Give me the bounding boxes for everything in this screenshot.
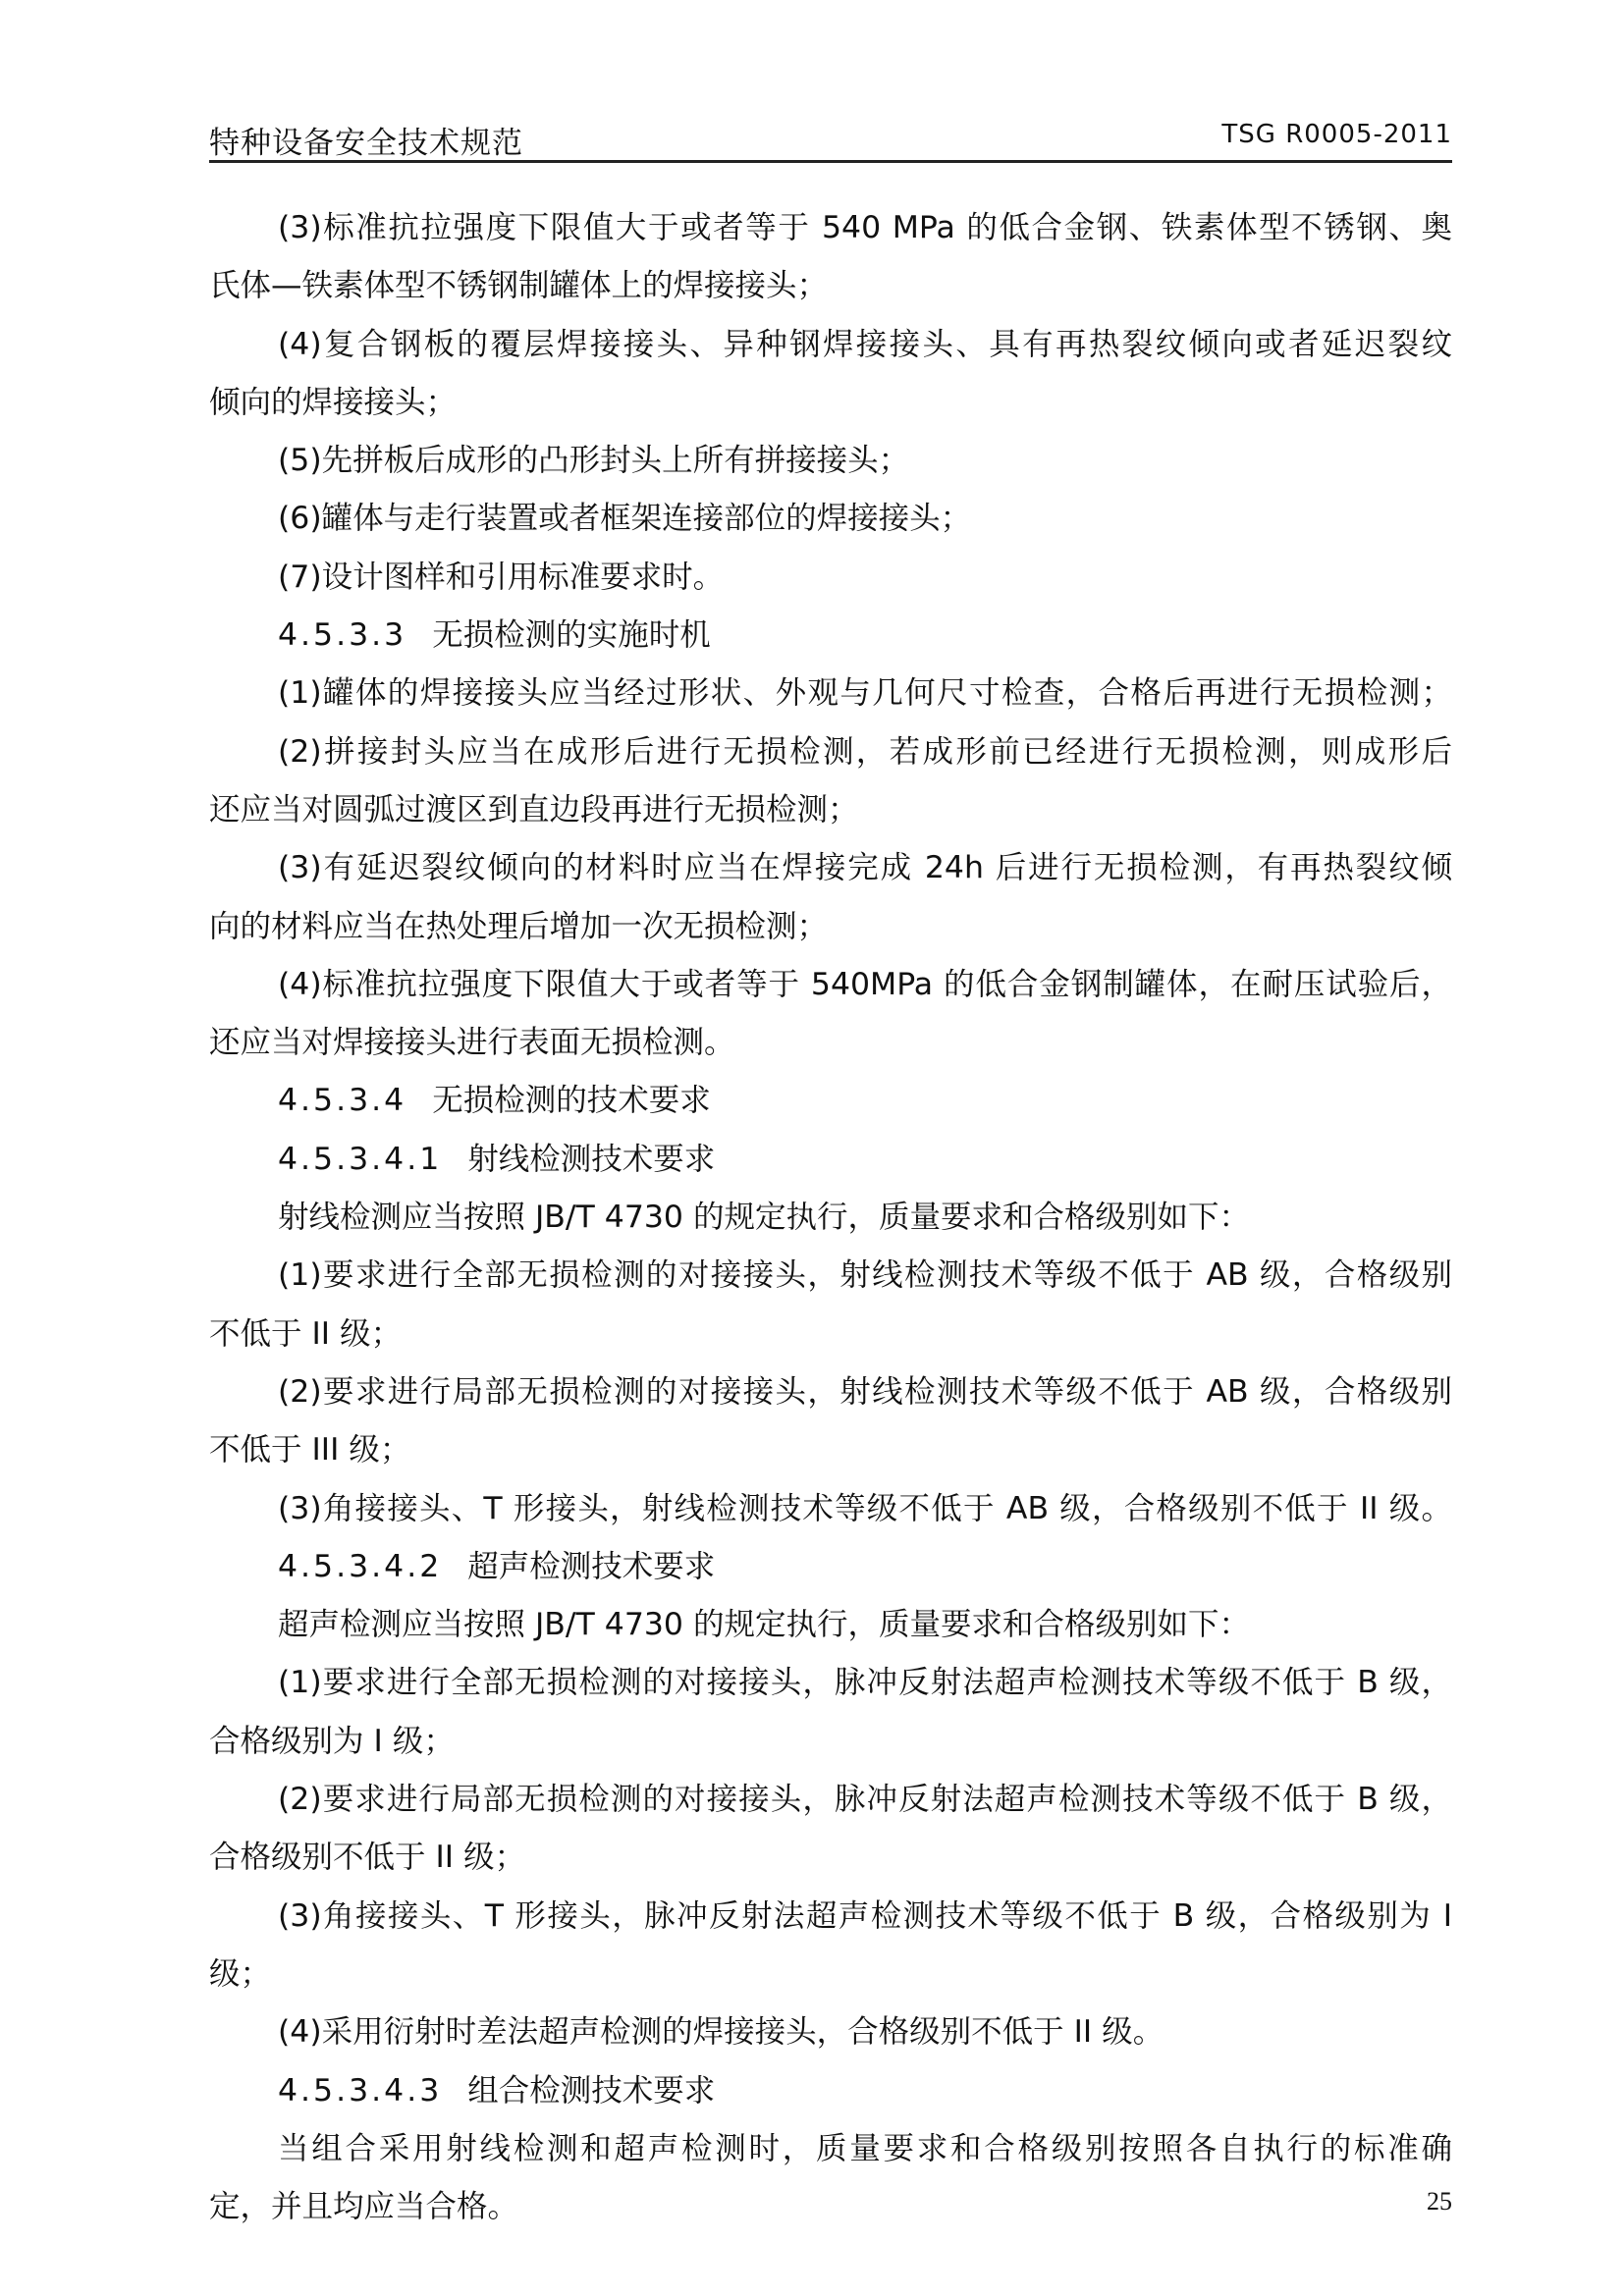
paragraph-line: (3)有延迟裂纹倾向的材料时应当在焊接完成 24h 后进行无损检测，有再热裂纹倾 — [278, 850, 1452, 886]
paragraph-line: (3)角接接头、T 形接头，脉冲反射法超声检测技术等级不低于 B 级，合格级别为 I — [278, 1897, 1452, 1934]
section-number: 4.5.3.4 — [278, 1083, 407, 1119]
page-number: 25 — [1427, 2187, 1452, 2216]
paragraph-line: 氏体—铁素体型不锈钢制罐体上的焊接接头； — [209, 268, 829, 304]
paragraph-line: 当组合采用射线检测和超声检测时，质量要求和合格级别按照各自执行的标准确 — [278, 2130, 1452, 2166]
paragraph-line: (3)角接接头、T 形接头，射线检测技术等级不低于 AB 级，合格级别不低于 II 级。 — [278, 1490, 1452, 1526]
paragraph-line: 合格级别不低于 II 级； — [209, 1840, 526, 1876]
paragraph-line: 还应当对圆弧过渡区到直边段再进行无损检测； — [209, 791, 859, 828]
section-title: 无损检测的实施时机 — [432, 617, 711, 654]
section-heading — [209, 607, 1452, 665]
paragraph-line: 不低于 III 级； — [209, 1432, 411, 1468]
header-title: 特种设备安全技术规范 — [209, 126, 523, 161]
section-number: 4.5.3.4.3 — [278, 2072, 443, 2109]
page-header — [209, 118, 1452, 161]
paragraph-line: (1)要求进行全部无损检测的对接接头，脉冲反射法超声检测技术等级不低于 B 级， — [278, 1665, 1452, 1701]
section-heading — [209, 1072, 1452, 1130]
paragraph-line: (4)采用衍射时差法超声检测的焊接接头，合格级别不低于 II 级。 — [278, 2014, 1164, 2051]
paragraph-line: 倾向的焊接接头； — [209, 384, 458, 420]
header-rule — [209, 160, 1452, 163]
section-title: 无损检测的技术要求 — [432, 1083, 711, 1119]
paragraph-line: (4)复合钢板的覆层焊接接头、异种钢焊接接头、具有再热裂纹倾向或者延迟裂纹 — [278, 326, 1452, 362]
section-title: 组合检测技术要求 — [467, 2072, 716, 2109]
document-body — [209, 199, 1452, 2236]
paragraph-line: 向的材料应当在热处理后增加一次无损检测； — [209, 908, 829, 944]
paragraph-line: (2)要求进行局部无损检测的对接接头，射线检测技术等级不低于 AB 级，合格级别 — [278, 1373, 1452, 1410]
paragraph-line: (2)要求进行局部无损检测的对接接头，脉冲反射法超声检测技术等级不低于 B 级， — [278, 1782, 1452, 1818]
paragraph-line: 射线检测应当按照 JB/T 4730 的规定执行，质量要求和合格级别如下： — [278, 1200, 1250, 1236]
paragraph-line: (6)罐体与走行装置或者框架连接部位的焊接接头； — [278, 501, 972, 537]
header-code: TSG R0005-2011 — [1221, 120, 1452, 149]
section-number: 4.5.3.4.1 — [278, 1141, 443, 1177]
paragraph-line: (3)标准抗拉强度下限值大于或者等于 540 MPa 的低合金钢、铁素体型不锈钢、奥 — [278, 210, 1452, 245]
section-number: 4.5.3.3 — [278, 617, 407, 654]
section-heading — [209, 1538, 1452, 1596]
paragraph-line: (1)罐体的焊接接头应当经过形状、外观与几何尺寸检查，合格后再进行无损检测； — [278, 675, 1452, 712]
section-number: 4.5.3.4.2 — [278, 1548, 443, 1584]
paragraph-line: 超声检测应当按照 JB/T 4730 的规定执行，质量要求和合格级别如下： — [278, 1607, 1250, 1643]
paragraph-line: 不低于 II 级； — [209, 1315, 403, 1352]
section-heading — [209, 2062, 1452, 2120]
section-heading — [209, 1131, 1452, 1189]
paragraph-line: 定，并且均应当合格。 — [209, 2189, 519, 2225]
paragraph-line: (5)先拼板后成形的凸形封头上所有拼接接头； — [278, 443, 910, 479]
paragraph-line: (4)标准抗拉强度下限值大于或者等于 540MPa 的低合金钢制罐体，在耐压试验后， — [278, 966, 1452, 1002]
paragraph-line: (1)要求进行全部无损检测的对接接头，射线检测技术等级不低于 AB 级，合格级别 — [278, 1257, 1452, 1294]
section-title: 超声检测技术要求 — [467, 1548, 716, 1584]
paragraph-line: 级； — [209, 1955, 272, 1992]
paragraph-line: (7)设计图样和引用标准要求时。 — [278, 559, 725, 595]
paragraph-line: 合格级别为 I 级； — [209, 1723, 455, 1759]
section-title: 射线检测技术要求 — [467, 1141, 716, 1177]
paragraph-line: 还应当对焊接接头进行表面无损检测。 — [209, 1025, 735, 1061]
paragraph-line: (2)拼接封头应当在成形后进行无损检测，若成形前已经进行无损检测，则成形后 — [278, 733, 1452, 770]
